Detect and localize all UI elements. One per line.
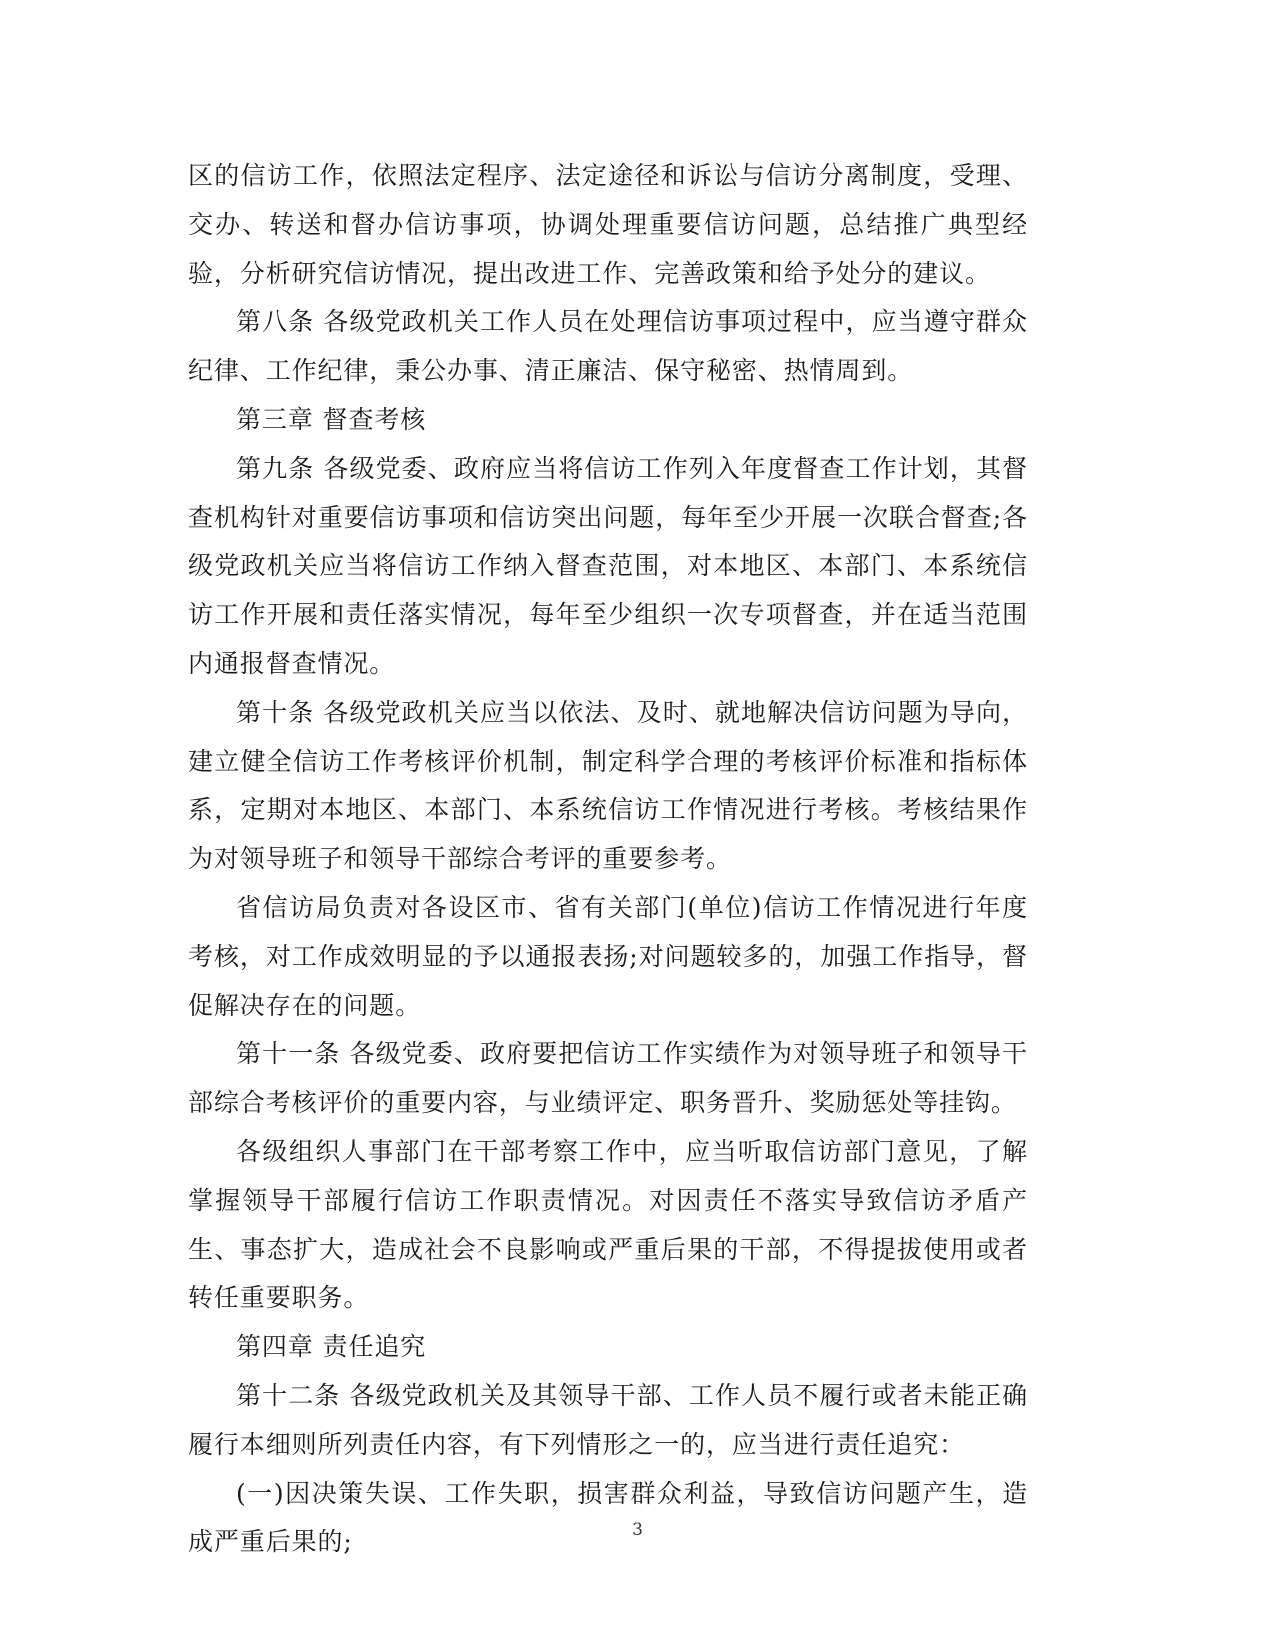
chapter-heading-3: 第三章 督查考核: [236, 404, 427, 434]
paragraph-article-11: 第十一条 各级党委、政府要把信访工作实绩作为对领导班子和领导干部综合考核评价的重要内容，与业绩评定、职务晋升、奖励惩处等挂钩。: [188, 1039, 1028, 1118]
paragraph: 各级组织人事部门在干部考察工作中，应当听取信访部门意见，了解掌握领导干部履行信访工作职责情况。对因责任不落实导致信访矛盾产生、事态扩大，造成社会不良影响或严重后果的干部，不得提拔使用或者转任重要职务。: [188, 1136, 1028, 1313]
paragraph-article-12: 第十二条 各级党政机关及其领导干部、工作人员不履行或者未能正确履行本细则所列责任内容，有下列情形之一的，应当进行责任追究：: [188, 1380, 1028, 1459]
chapter-heading-4: 第四章 责任追究: [236, 1332, 427, 1362]
paragraph-article-9: 第九条 各级党委、政府应当将信访工作列入年度督查工作计划，其督查机构针对重要信访事项和信访突出问题，每年至少开展一次联合督查;各级党政机关应当将信访工作纳入督查范围，对本地区、本部门、本系统信访工作开展和责任落实情况，每年至少组织一次专项督查，并在适当范围内通报督查情况。: [188, 453, 1028, 678]
paragraph: 区的信访工作，依照法定程序、法定途径和诉讼与信访分离制度，受理、交办、转送和督办信访事项，协调处理重要信访问题，总结推广典型经验，分析研究信访情况，提出改进工作、完善政策和给予处分的建议。: [188, 161, 1028, 288]
list-item: (一)因决策失误、工作失职，损害群众利益，导致信访问题产生，造成严重后果的;: [188, 1478, 1028, 1557]
document-body: [188, 152, 1028, 1567]
paragraph-article-10: 第十条 各级党政机关应当以依法、及时、就地解决信访问题为导向，建立健全信访工作考核评价机制，制定科学合理的考核评价标准和指标体系，定期对本地区、本部门、本系统信访工作情况进行考核。考核结果作为对领导班子和领导干部综合考评的重要参考。: [188, 697, 1028, 874]
page-number: 3: [632, 1520, 643, 1540]
paragraph: 省信访局负责对各设区市、省有关部门(单位)信访工作情况进行年度考核，对工作成效明显的予以通报表扬;对问题较多的，加强工作指导，督促解决存在的问题。: [188, 892, 1028, 1020]
paragraph-article-8: 第八条 各级党政机关工作人员在处理信访事项过程中，应当遵守群众纪律、工作纪律，秉公办事、清正廉洁、保守秘密、热情周到。: [188, 307, 1028, 386]
